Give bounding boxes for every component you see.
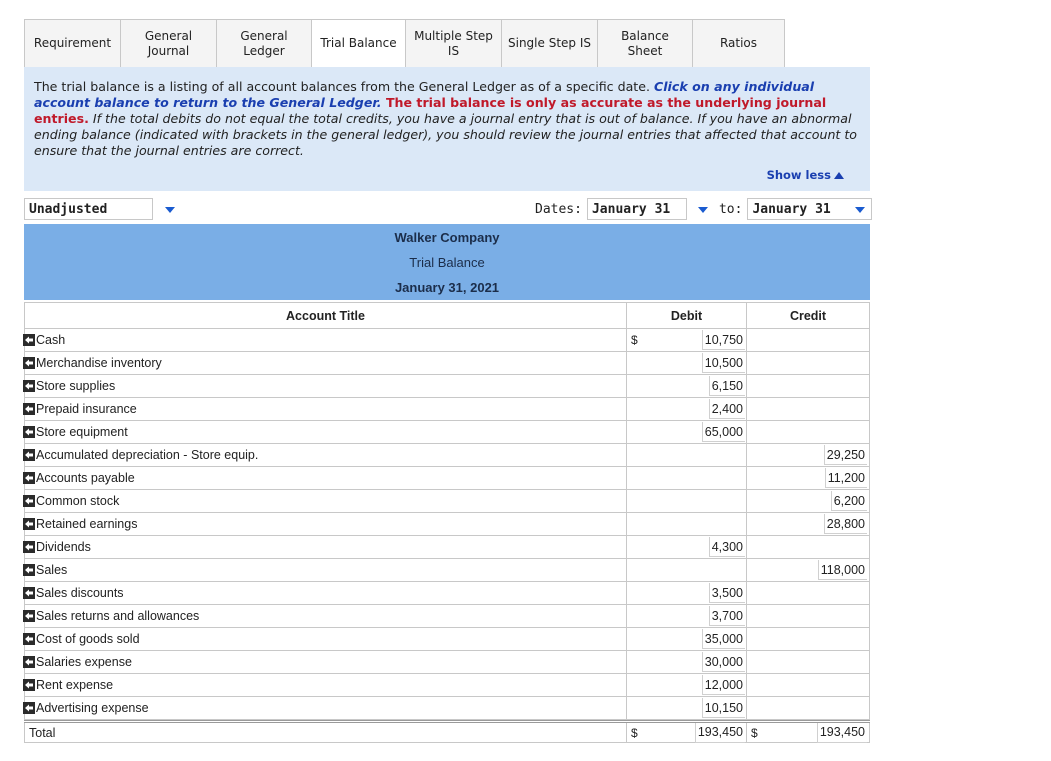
date-to-select[interactable]: [747, 198, 872, 220]
table-row: [24, 398, 870, 421]
debit-currency: [627, 467, 642, 489]
debit-cell[interactable]: [642, 421, 747, 443]
debit-currency: [627, 582, 642, 604]
credit-cell[interactable]: [762, 559, 870, 581]
account-cell: [24, 421, 627, 443]
table-row: [24, 559, 870, 582]
instructions-intro: The trial balance is a listing of all account balances from the General Ledger as of a specific date.: [34, 79, 654, 94]
credit-currency: [747, 513, 762, 535]
debit-cell[interactable]: [642, 398, 747, 420]
debit-currency: [627, 628, 642, 650]
credit-currency: [747, 697, 762, 719]
debit-cell[interactable]: [642, 559, 747, 581]
header-credit: Credit: [747, 303, 870, 328]
triangle-up-icon: [834, 172, 844, 179]
table-row: [24, 605, 870, 628]
debit-cell[interactable]: [642, 605, 747, 627]
credit-cell[interactable]: [762, 467, 870, 489]
instructions-link[interactable]: Click on any individual account balance to return to the General Ledger.: [34, 79, 815, 110]
debit-value[interactable]: 3,500: [709, 583, 745, 603]
credit-value[interactable]: 6,200: [831, 491, 867, 511]
balance-type-select[interactable]: [24, 198, 153, 220]
credit-currency: [747, 490, 762, 512]
credit-value[interactable]: 28,800: [824, 514, 867, 534]
account-cell: [24, 559, 627, 581]
return-arrow-icon[interactable]: [23, 449, 35, 461]
account-title[interactable]: Accumulated depreciation - Store equip.: [36, 448, 259, 462]
total-row: [24, 720, 870, 743]
total-credit-currency: $: [751, 725, 758, 740]
tab-requirement[interactable]: [24, 19, 120, 68]
tab-label: Ledger: [243, 43, 285, 58]
debit-cell[interactable]: [642, 352, 747, 374]
instructions-panel: [24, 67, 870, 191]
account-title[interactable]: Sales discounts: [36, 586, 124, 600]
return-arrow-icon[interactable]: [23, 633, 35, 645]
report-date: January 31, 2021: [394, 280, 500, 295]
debit-currency: [627, 352, 642, 374]
table-row: [24, 490, 870, 513]
debit-cell[interactable]: [642, 444, 747, 466]
credit-currency: [747, 352, 762, 374]
chevron-down-icon[interactable]: [855, 207, 865, 213]
account-title[interactable]: Common stock: [36, 494, 120, 508]
debit-currency: [627, 605, 642, 627]
credit-cell[interactable]: [762, 421, 870, 443]
debit-cell[interactable]: [642, 536, 747, 558]
total-credit: [762, 723, 870, 742]
credit-cell[interactable]: [762, 352, 870, 374]
return-arrow-icon[interactable]: [23, 679, 35, 691]
tab-label: Multiple Step: [414, 28, 493, 43]
table-row: [24, 582, 870, 605]
credit-value[interactable]: 118,000: [818, 560, 867, 580]
account-title[interactable]: Sales returns and allowances: [36, 609, 200, 623]
debit-value[interactable]: 2,400: [709, 399, 745, 419]
debit-value[interactable]: 65,000: [702, 422, 745, 442]
total-debit-value: 193,450: [695, 723, 745, 743]
account-cell: [24, 513, 627, 535]
credit-currency: [747, 605, 762, 627]
return-arrow-icon[interactable]: [23, 587, 35, 599]
credit-cell[interactable]: [762, 582, 870, 604]
table-row: [24, 513, 870, 536]
show-less-button[interactable]: [767, 167, 844, 183]
return-arrow-icon[interactable]: [23, 472, 35, 484]
debit-value[interactable]: 30,000: [702, 652, 745, 672]
credit-cell[interactable]: [762, 490, 870, 512]
trial-balance-table: [24, 302, 870, 743]
table-row: [24, 329, 870, 352]
debit-value[interactable]: 10,500: [702, 353, 745, 373]
debit-currency: [627, 697, 642, 719]
report-title: Trial Balance: [409, 255, 485, 270]
debit-currency: [627, 513, 642, 535]
chevron-down-icon[interactable]: [165, 207, 175, 213]
credit-cell[interactable]: [762, 697, 870, 719]
account-cell: [24, 444, 627, 466]
debit-value[interactable]: 12,000: [702, 675, 745, 695]
table-row: [24, 651, 870, 674]
debit-value[interactable]: 10,750: [702, 330, 745, 350]
credit-cell[interactable]: [762, 674, 870, 696]
table-row: [24, 674, 870, 697]
debit-cell[interactable]: [642, 628, 747, 650]
date-range-control: [535, 198, 872, 220]
credit-cell[interactable]: [762, 628, 870, 650]
account-title[interactable]: Store equipment: [36, 425, 128, 439]
debit-cell[interactable]: [642, 467, 747, 489]
debit-currency: [627, 421, 642, 443]
credit-currency: [747, 674, 762, 696]
credit-currency: [747, 651, 762, 673]
instructions-warning: The trial balance is only as accurate as the underlying journal entries.: [34, 95, 827, 126]
debit-value[interactable]: 35,000: [702, 629, 745, 649]
date-to-value: January 31: [752, 201, 831, 217]
tab-label: Ratios: [719, 36, 758, 50]
account-title[interactable]: Sales: [36, 563, 68, 577]
tab-balance-sheet[interactable]: [597, 19, 692, 68]
return-arrow-icon[interactable]: [23, 518, 35, 530]
credit-cell[interactable]: [762, 536, 870, 558]
tab-label: Single Step IS: [508, 36, 591, 50]
debit-cell[interactable]: [642, 674, 747, 696]
debit-currency: $: [631, 333, 638, 347]
return-arrow-icon[interactable]: [23, 564, 35, 576]
credit-value[interactable]: 11,200: [825, 468, 867, 488]
tab-bar: [24, 19, 785, 68]
return-arrow-icon[interactable]: [23, 357, 35, 369]
account-cell: [24, 398, 627, 420]
account-title[interactable]: Rent expense: [36, 678, 114, 692]
credit-currency: [747, 536, 762, 558]
account-cell: [24, 329, 627, 351]
return-arrow-icon[interactable]: [23, 610, 35, 622]
company-name: Walker Company: [394, 230, 500, 245]
account-cell: [24, 605, 627, 627]
credit-currency: [747, 559, 762, 581]
debit-currency: [627, 536, 642, 558]
credit-cell[interactable]: [762, 444, 870, 466]
credit-currency: [747, 375, 762, 397]
tab-label: Balance Sheet: [621, 28, 669, 58]
credit-cell[interactable]: [762, 605, 870, 627]
table-row: [24, 536, 870, 559]
account-cell: [24, 375, 627, 397]
credit-currency: [747, 421, 762, 443]
account-title[interactable]: Store supplies: [36, 379, 116, 393]
debit-value[interactable]: 3,700: [709, 606, 745, 626]
account-title[interactable]: Cash: [36, 333, 66, 347]
return-arrow-icon[interactable]: [23, 334, 35, 346]
account-title[interactable]: Advertising expense: [36, 701, 149, 715]
report-header: [24, 224, 870, 300]
debit-cell[interactable]: [642, 329, 747, 351]
account-cell: [24, 674, 627, 696]
debit-currency: [627, 559, 642, 581]
balance-type-value: Unadjusted: [29, 201, 108, 217]
balance-type-control: [24, 198, 153, 220]
debit-cell[interactable]: [642, 582, 747, 604]
table-row: [24, 375, 870, 398]
debit-currency: [627, 490, 642, 512]
debit-value[interactable]: 10,150: [702, 698, 745, 718]
return-arrow-icon[interactable]: [23, 426, 35, 438]
tab-ratios[interactable]: [692, 19, 785, 68]
account-cell: [24, 697, 627, 719]
tab-label: Trial Balance: [320, 36, 397, 50]
debit-value[interactable]: 6,150: [709, 376, 745, 396]
debit-cell[interactable]: [642, 697, 747, 719]
debit-cell[interactable]: [642, 375, 747, 397]
date-from-select[interactable]: [587, 198, 687, 220]
account-title[interactable]: Merchandise inventory: [36, 356, 162, 370]
tab-multiple-step-is[interactable]: [405, 19, 501, 68]
account-title[interactable]: Retained earnings: [36, 517, 138, 531]
chevron-down-icon[interactable]: [698, 207, 708, 213]
credit-currency: [747, 444, 762, 466]
credit-cell[interactable]: [762, 375, 870, 397]
tab-label: General: [144, 28, 193, 43]
total-debit: [642, 723, 747, 742]
credit-cell[interactable]: [762, 513, 870, 535]
account-title[interactable]: Dividends: [36, 540, 91, 554]
total-label: Total: [24, 723, 627, 742]
credit-value[interactable]: 29,250: [824, 445, 867, 465]
account-cell: [24, 490, 627, 512]
account-title[interactable]: Prepaid insurance: [36, 402, 137, 416]
credit-cell[interactable]: [762, 398, 870, 420]
instructions-note: If the total debits do not equal the total credits, you have a journal entry that is out of balance. If you have an abnormal ending balance (indicated with brackets in the general ledger), you should review the journal entries that affected that account to ensure that the journal entries are correct.: [34, 111, 858, 158]
account-cell: [24, 628, 627, 650]
table-row: [24, 352, 870, 375]
credit-cell[interactable]: [762, 329, 870, 351]
table-row: [24, 444, 870, 467]
debit-currency: [627, 674, 642, 696]
table-row: [24, 628, 870, 651]
account-cell: [24, 467, 627, 489]
credit-cell[interactable]: [762, 651, 870, 673]
table-row: [24, 421, 870, 444]
tab-label: Requirement: [33, 36, 112, 50]
return-arrow-icon[interactable]: [23, 656, 35, 668]
instructions-text: [34, 79, 860, 159]
credit-currency: [747, 628, 762, 650]
tab-label: IS: [447, 43, 460, 58]
debit-currency: [627, 375, 642, 397]
header-debit: Debit: [627, 303, 747, 328]
dates-label: Dates:: [535, 201, 582, 217]
return-arrow-icon[interactable]: [23, 495, 35, 507]
debit-value[interactable]: 4,300: [709, 537, 745, 557]
account-title[interactable]: Accounts payable: [36, 471, 135, 485]
to-label: to:: [718, 201, 743, 217]
return-arrow-icon[interactable]: [23, 702, 35, 714]
debit-cell[interactable]: [642, 490, 747, 512]
return-arrow-icon[interactable]: [23, 541, 35, 553]
show-less-label: Show less: [766, 168, 831, 182]
account-title[interactable]: Cost of goods sold: [36, 632, 140, 646]
table-row: [24, 467, 870, 490]
tab-general-ledger[interactable]: [216, 19, 311, 68]
total-credit-value: 193,450: [817, 723, 867, 743]
credit-currency: [747, 467, 762, 489]
account-cell: [24, 582, 627, 604]
return-arrow-icon[interactable]: [23, 403, 35, 415]
debit-currency: [627, 651, 642, 673]
header-account-title: Account Title: [24, 303, 627, 328]
date-from-value: January 31: [591, 201, 671, 217]
account-cell: [24, 651, 627, 673]
total-debit-currency: $: [631, 725, 638, 740]
table-row: [24, 697, 870, 720]
debit-currency: [627, 444, 642, 466]
table-header-row: [24, 303, 870, 329]
tab-single-step-is[interactable]: [501, 19, 597, 68]
account-cell: [24, 352, 627, 374]
debit-cell[interactable]: [642, 513, 747, 535]
tab-label: General: [240, 28, 288, 43]
account-title[interactable]: Salaries expense: [36, 655, 132, 669]
credit-currency: [747, 398, 762, 420]
tab-general-journal[interactable]: [120, 19, 216, 68]
account-cell: [24, 536, 627, 558]
credit-currency: [747, 582, 762, 604]
tab-label: Journal: [147, 43, 190, 58]
debit-cell[interactable]: [642, 651, 747, 673]
return-arrow-icon[interactable]: [23, 380, 35, 392]
debit-currency: [627, 398, 642, 420]
credit-currency: [747, 329, 762, 351]
tab-trial-balance[interactable]: [311, 19, 405, 68]
